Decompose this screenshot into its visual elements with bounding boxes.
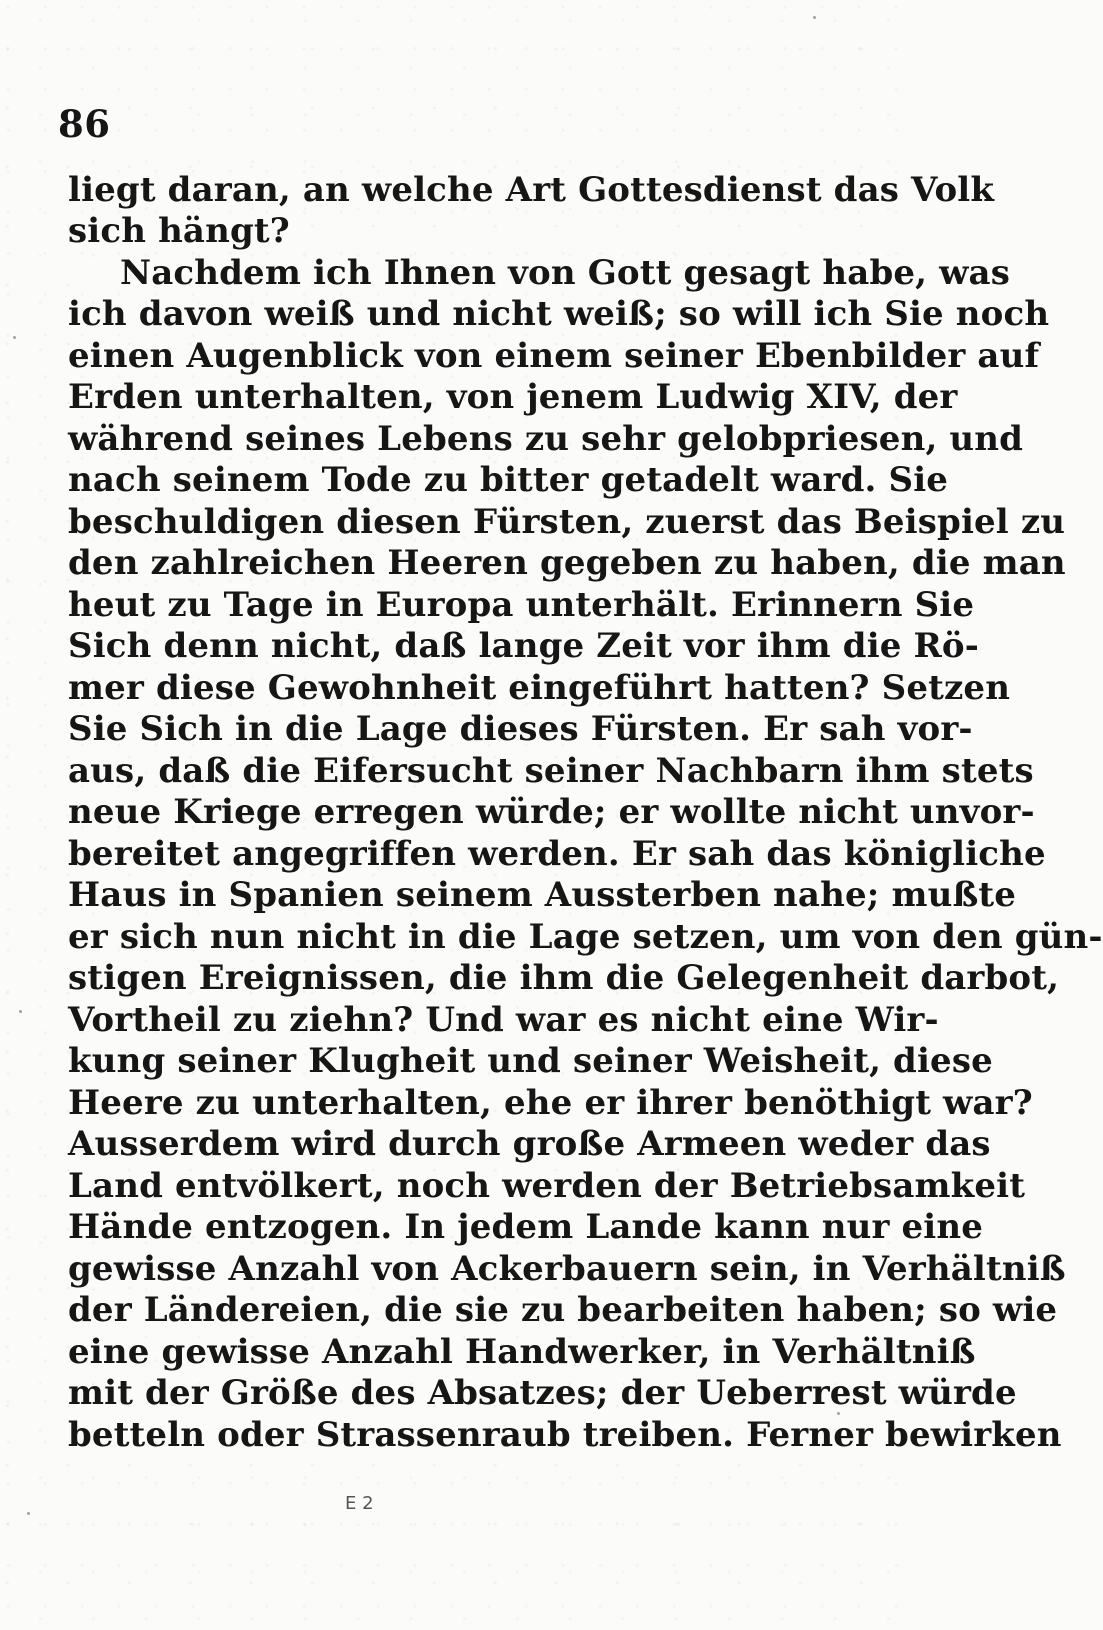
text-line: Heere zu unterhalten, ehe er ihrer benöthigt war? [68,1083,1033,1123]
text-line: betteln oder Strassenraub treiben. Ferner bewirken [68,1415,1062,1455]
text-line: während seines Lebens zu sehr gelobpriesen, und [68,419,1024,459]
ink-speck [19,1010,22,1013]
text-line: neue Kriege erregen würde; er wollte nicht unvor- [68,792,1035,832]
text-line: beschuldigen diesen Fürsten, zuerst das Beispiel zu [68,502,1066,542]
text-line: Ausserdem wird durch große Armeen weder das [68,1124,991,1164]
text-line: stigen Ereignissen, die ihm die Gelegenheit darbot, [68,958,1060,998]
text-line: nach seinem Tode zu bitter getadelt ward. Sie [68,460,949,500]
text-line: bereitet angegriffen werden. Er sah das königliche [68,834,1046,874]
text-line: Sich denn nicht, daß lange Zeit vor ihm die Rö- [68,626,980,666]
paragraph-start-line: Nachdem ich Ihnen von Gott gesagt habe, was [120,253,1011,293]
text-line: liegt daran, an welche Art Gottesdienst das Volk [68,170,995,210]
text-line: kung seiner Klugheit und seiner Weisheit, diese [68,1041,993,1081]
text-line: den zahlreichen Heeren gegeben zu haben, die man [68,543,1066,583]
text-line: eine gewisse Anzahl Handwerker, in Verhältniß [68,1332,976,1372]
text-line: sich hängt? [68,211,290,251]
text-line: er sich nun nicht in die Lage setzen, um von den gün- [68,917,1103,957]
ink-speck [27,1512,30,1515]
text-line: Hände entzogen. In jedem Lande kann nur eine [68,1207,984,1247]
text-line: der Ländereien, die sie zu bearbeiten haben; so wie [68,1290,1058,1330]
text-line: einen Augenblick von einem seiner Ebenbilder auf [68,336,1040,376]
text-line: heut zu Tage in Europa unterhält. Erinnern Sie [68,585,975,625]
text-line: aus, daß die Eifersucht seiner Nachbarn ihm stets [68,751,1034,791]
text-line: ich davon weiß und nicht weiß; so will ich Sie noch [68,294,1050,334]
text-line: Haus in Spanien seinem Aussterben nahe; mußte [68,875,1017,915]
signature-mark: E 2 [345,1493,374,1514]
text-line: mit der Größe des Absatzes; der Ueberrest würde [68,1373,1017,1413]
text-line: gewisse Anzahl von Ackerbauern sein, in Verhältniß [68,1249,1066,1289]
text-line: mer diese Gewohnheit eingeführt hatten? Setzen [68,668,1011,708]
ink-speck [13,336,16,339]
ink-speck [837,1412,840,1415]
ink-speck [813,16,816,19]
text-line: Land entvölkert, noch werden der Betriebsamkeit [68,1166,1026,1206]
text-line: Vortheil zu ziehn? Und war es nicht eine Wir- [68,1000,939,1040]
page-number: 86 [58,102,111,146]
text-line: Erden unterhalten, von jenem Ludwig XIV, der [68,377,958,417]
text-line: Sie Sich in die Lage dieses Fürsten. Er sah vor- [68,709,973,749]
